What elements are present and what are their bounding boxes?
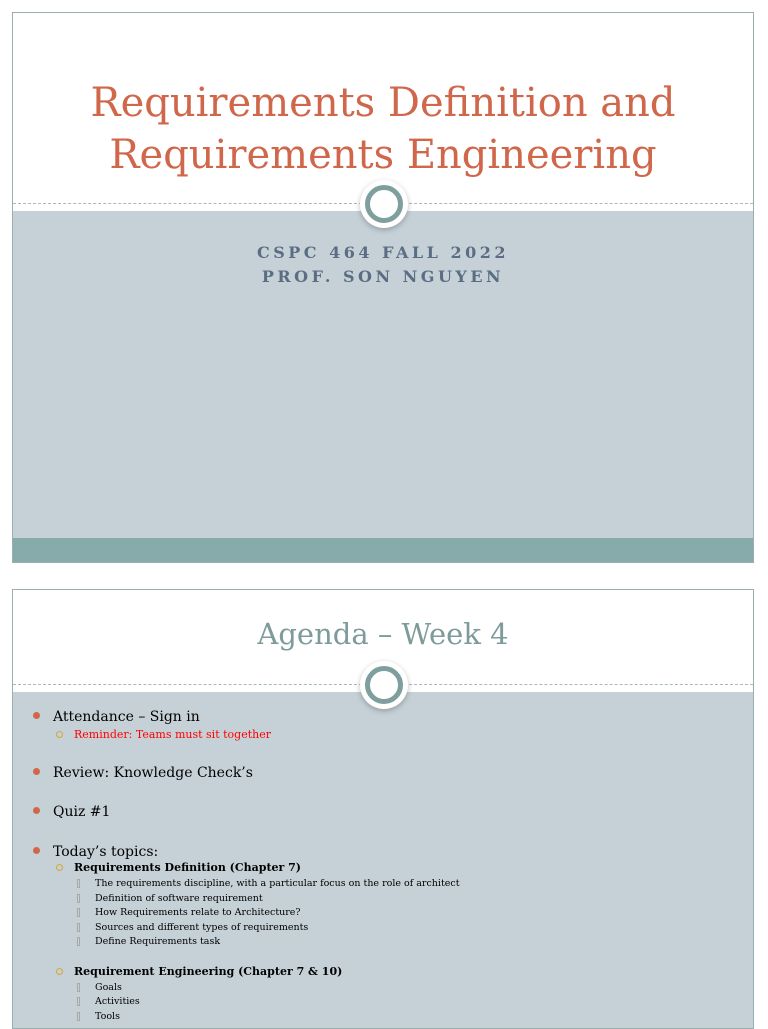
agenda-item-review — [53, 764, 253, 782]
bullet-icon — [33, 847, 40, 854]
bullet-icon — [33, 712, 40, 719]
agenda-subsubitem — [95, 936, 220, 948]
bullet-icon — [33, 768, 40, 775]
agenda-item-label: Activities — [95, 996, 140, 1007]
agenda-subsubitem — [95, 893, 263, 905]
agenda-subitem-req-engineering — [74, 965, 342, 979]
square-bullet-icon — [77, 908, 80, 917]
slide-subtitle — [13, 241, 753, 289]
slide-title — [13, 77, 753, 181]
square-bullet-icon — [77, 923, 80, 932]
agenda-item-label: Requirements Definition (Chapter 7) — [74, 861, 302, 874]
agenda-item-label: Today’s topics: — [53, 844, 159, 860]
title-slide — [12, 12, 754, 563]
agenda-item-label: Attendance – Sign in — [53, 709, 200, 725]
square-bullet-icon — [77, 1012, 80, 1021]
square-bullet-icon — [77, 983, 80, 992]
agenda-subitem-reminder — [74, 728, 271, 742]
agenda-subsubitem — [95, 878, 460, 890]
agenda-item-label: Quiz #1 — [53, 804, 111, 820]
professor-line: PROF. SON NGUYEN — [261, 267, 505, 286]
title-line-2: Requirements Engineering — [109, 132, 657, 178]
course-line: CSPC 464 FALL 2022 — [256, 243, 510, 262]
title-line-1: Requirements Definition and — [90, 80, 676, 126]
agenda-item-label: Sources and different types of requirements — [95, 922, 309, 933]
agenda-subsubitem — [95, 996, 140, 1008]
agenda-subitem-req-definition — [74, 861, 301, 875]
square-bullet-icon — [77, 997, 80, 1006]
agenda-item-label: Define Requirements task — [95, 936, 221, 947]
agenda-title: Agenda – Week 4 — [257, 617, 509, 651]
bullet-icon — [33, 807, 40, 814]
circle-ornament-icon — [365, 666, 403, 704]
ring-bullet-icon — [56, 864, 63, 871]
agenda-item-label: Requirement Engineering (Chapter 7 & 10) — [74, 965, 343, 978]
agenda-item-label: Tools — [95, 1011, 120, 1022]
ring-bullet-icon — [56, 968, 63, 975]
ring-bullet-icon — [56, 731, 63, 738]
square-bullet-icon — [77, 879, 80, 888]
square-bullet-icon — [77, 894, 80, 903]
footer-bar — [13, 538, 753, 563]
square-bullet-icon — [77, 937, 80, 946]
circle-ornament-icon — [365, 185, 403, 223]
agenda-item-label: How Requirements relate to Architecture? — [95, 907, 301, 918]
agenda-item-label: The requirements discipline, with a particular focus on the role of architect — [95, 878, 460, 889]
agenda-item-label: Definition of software requirement — [95, 893, 263, 904]
agenda-item-attendance — [53, 708, 200, 726]
agenda-item-label: Review: Knowledge Check’s — [53, 765, 253, 781]
agenda-item-topics — [53, 843, 158, 861]
agenda-subsubitem — [95, 982, 122, 994]
agenda-item-label: Reminder: Teams must sit together — [74, 728, 271, 741]
agenda-subsubitem — [95, 907, 301, 919]
agenda-subsubitem — [95, 1011, 120, 1023]
agenda-slide — [12, 589, 754, 1029]
agenda-subsubitem — [95, 922, 308, 934]
agenda-item-quiz — [53, 803, 110, 821]
agenda-item-label: Goals — [95, 982, 122, 993]
